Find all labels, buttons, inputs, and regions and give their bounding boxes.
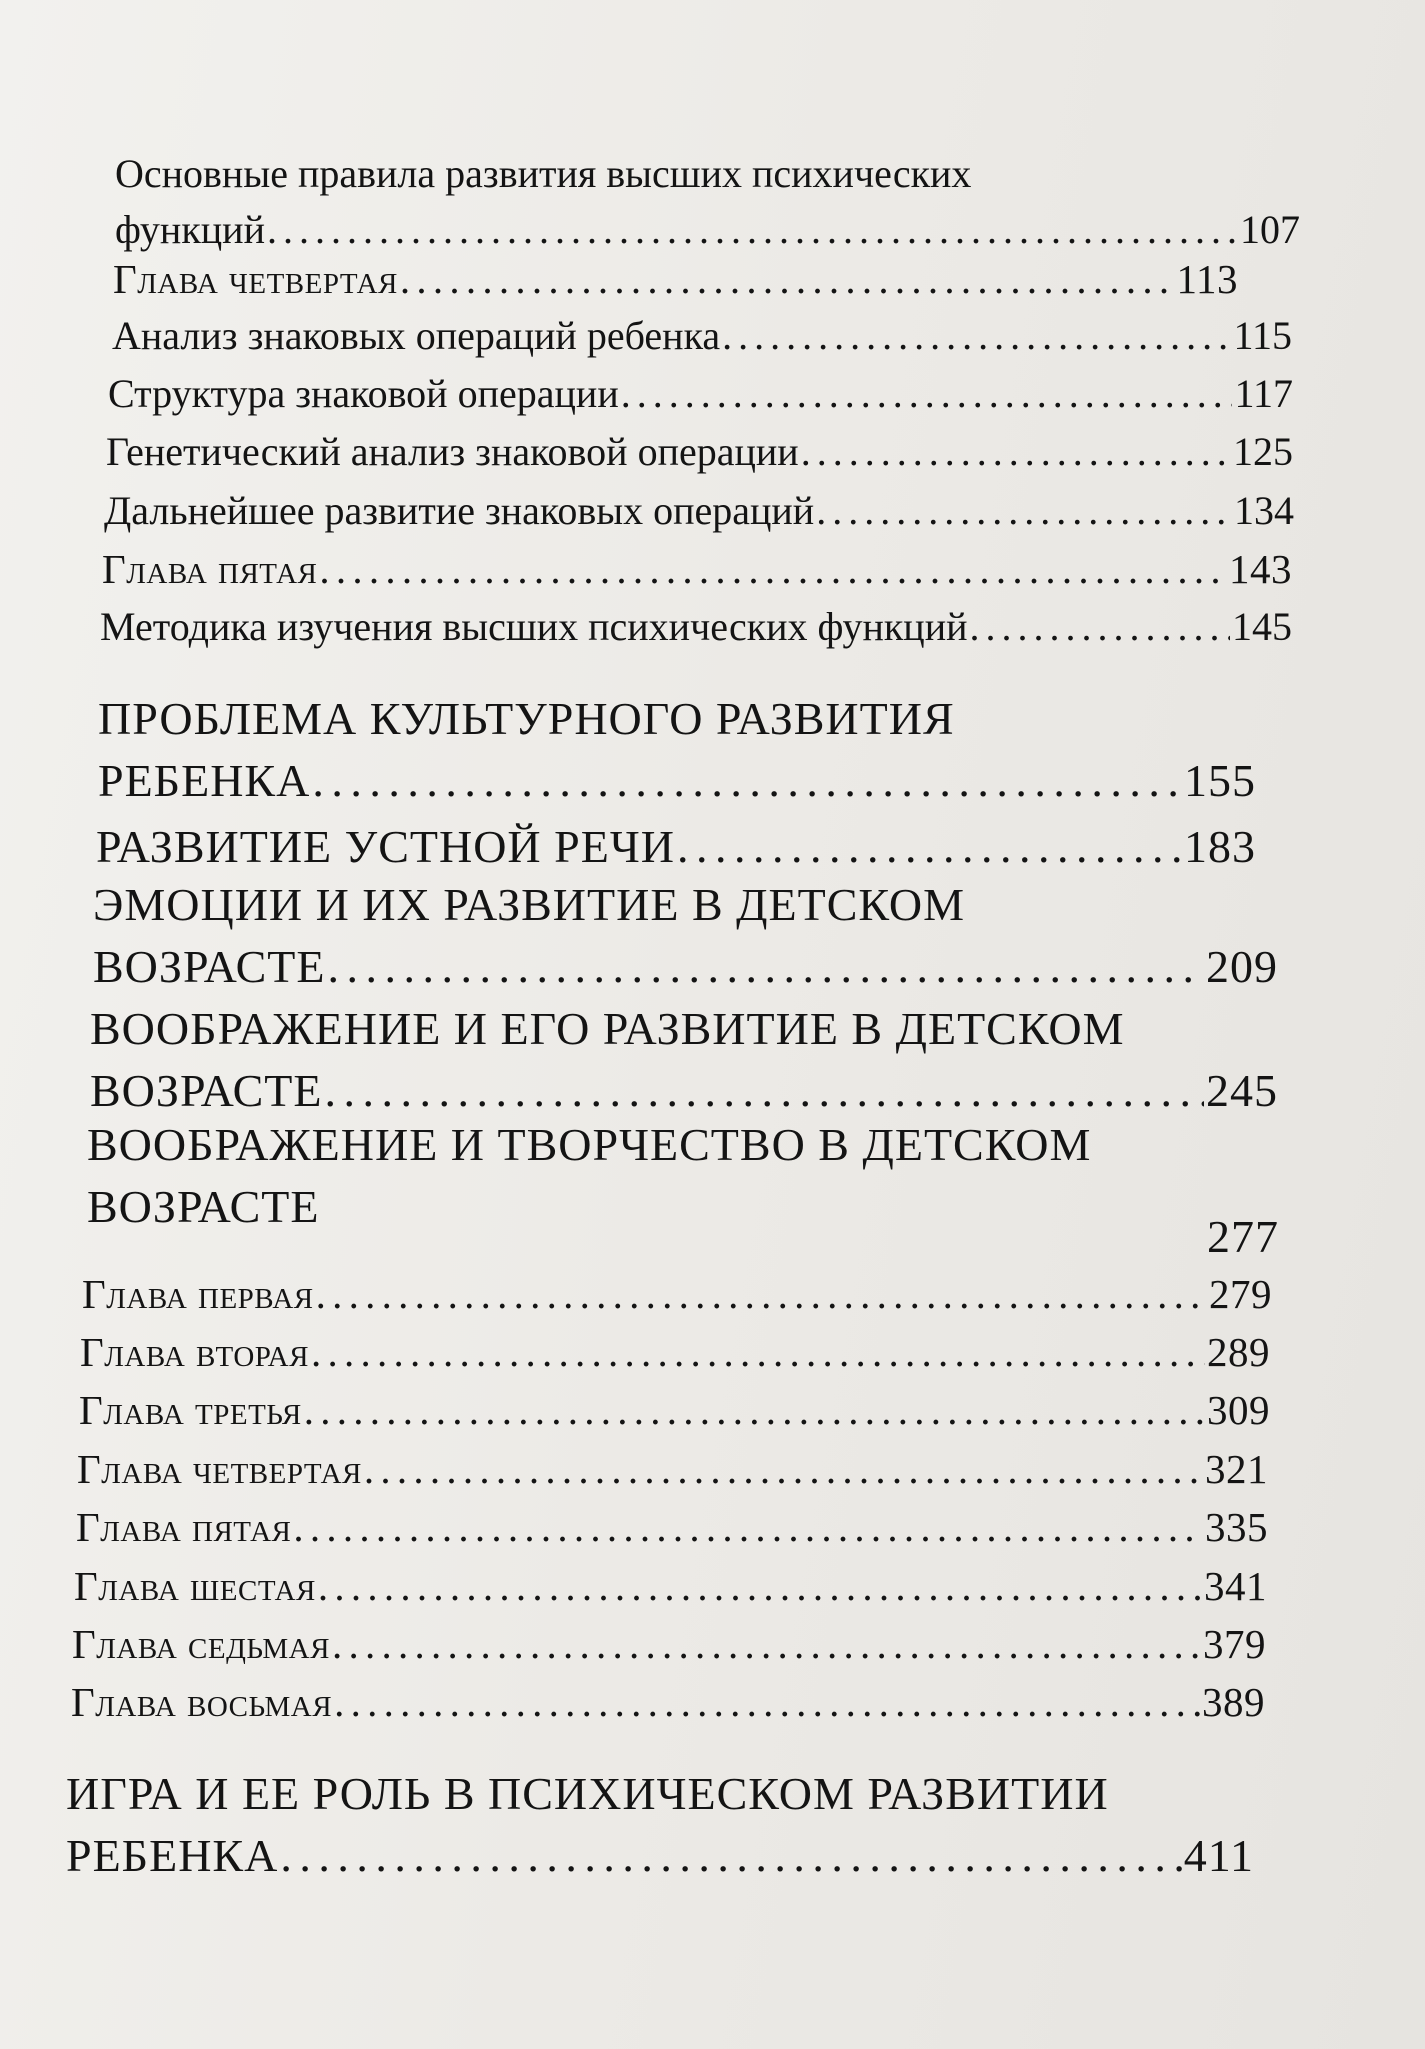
toc-entry-title: Глава восьмая [71,1679,333,1725]
toc-entry-page: 113 [1176,256,1238,302]
toc-entry-page: 309 [1207,1387,1270,1433]
toc-entry-page: 143 [1229,546,1292,592]
toc-entry [72,1620,1266,1668]
dot-leader [312,752,1182,810]
toc-entry-title-line2: ВОЗРАСТЕ [93,941,326,992]
toc-entry-page: 209 [1206,941,1278,992]
dot-leader [801,428,1231,475]
toc-entry-page: 125 [1233,429,1293,474]
toc-entry [74,1562,1267,1610]
toc-entry-title: Глава пятая [76,1504,292,1550]
dot-leader [311,1328,1205,1376]
toc-entry [80,1328,1270,1376]
toc-entry-title: Глава пятая [102,546,318,592]
toc-entry-title-line1: ИГРА И ЕЕ РОЛЬ В ПСИХИЧЕСКОМ РАЗВИТИИ [66,1768,1109,1819]
toc-entry-title-line1: ЭМОЦИИ И ИХ РАЗВИТИЕ В ДЕТСКОМ [93,879,966,930]
toc-entry [98,690,1256,814]
toc-entry [100,603,1292,650]
toc-entry-title-line1: ПРОБЛЕМА КУЛЬТУРНОГО РАЗВИТИЯ [98,693,955,744]
dot-leader [677,818,1182,876]
toc-entry-title-line1: Основные правила развития высших психических [115,151,972,196]
dot-leader [293,1503,1203,1551]
toc-entry [71,1678,1265,1726]
dot-leader [304,1386,1205,1434]
toc-entry-title: Методика изучения высших психических функций [100,604,968,649]
dot-leader [327,938,1204,996]
toc-entry [104,487,1294,534]
toc-entry-title: Глава вторая [80,1329,309,1375]
toc-entry-title: Генетический анализ знаковой операции [106,429,799,474]
dot-leader [324,1062,1204,1120]
toc-entry-title: Анализ знаковых операций ребенка [112,313,721,358]
toc-entry-title-line2: ВОЗРАСТЕ [87,1181,320,1232]
toc-entry [96,818,1256,876]
toc-entry-title-line2: РЕБЕНКА [66,1830,279,1881]
toc-entry-title-line2: функций [115,207,265,252]
dot-leader [970,603,1230,650]
toc-entry-page: 145 [1232,604,1292,649]
toc-entry-page: 341 [1204,1563,1267,1609]
toc-entry [66,1765,1254,1889]
dot-leader [816,487,1232,534]
toc-entry-title: Глава первая [82,1271,314,1317]
dot-leader [332,1620,1201,1668]
dot-leader [280,1827,1181,1885]
toc-entry-page: 155 [1184,755,1256,806]
toc-entry-title-line1: ВООБРАЖЕНИЕ И ЕГО РАЗВИТИЕ В ДЕТСКОМ [90,1003,1125,1054]
dot-leader [316,1270,1207,1318]
toc-entry-page: 321 [1205,1446,1268,1492]
toc-entry-page: 279 [1209,1271,1272,1317]
dot-leader [722,312,1231,359]
toc-entry-page: 115 [1233,313,1292,358]
dot-leader [621,370,1233,417]
toc-entry-title-line2: ВОЗРАСТЕ [90,1065,323,1116]
toc-entry [106,428,1293,475]
dot-leader [364,1445,1203,1493]
dot-leader [318,1562,1202,1610]
toc-entry-page: 389 [1202,1679,1265,1725]
toc-entry-page: 289 [1207,1329,1270,1375]
toc-entry-page: 134 [1234,488,1294,533]
toc-entry [79,1386,1270,1434]
toc-entry-title: Глава четвертая [113,256,398,302]
toc-entry [93,876,1278,1000]
toc-entry-title: Глава четвертая [77,1446,362,1492]
dot-leader [334,1678,1200,1726]
toc-entry [82,1270,1272,1318]
toc-entry [113,255,1238,303]
toc-entry [112,312,1292,359]
dot-leader [319,545,1227,593]
toc-entry [115,150,1300,262]
toc-entry-page: 411 [1183,1830,1254,1881]
dot-leader [400,255,1175,303]
toc-entry-title: Дальнейшее развитие знаковых операций [104,488,815,533]
toc-entry [102,545,1292,593]
toc-entry-page: 379 [1203,1621,1266,1667]
toc-entry-page: 277 [1207,1211,1279,1262]
toc-entry [90,1000,1278,1124]
toc-entry [87,1116,1279,1262]
toc-entry-page: 107 [1240,207,1300,252]
toc-entry-title-line2: РЕБЕНКА [98,755,311,806]
toc-entry [76,1503,1268,1551]
toc-entry-title-line1: ВООБРАЖЕНИЕ И ТВОРЧЕСТВО В ДЕТСКОМ [87,1119,1092,1170]
toc-entry-page: 245 [1206,1065,1278,1116]
toc-entry-page: 335 [1205,1504,1268,1550]
toc-entry [108,370,1293,417]
toc-entry-title: Глава седьмая [72,1621,330,1667]
toc-entry-title: Структура знаковой операции [108,371,619,416]
toc-entry-title: Глава третья [79,1387,302,1433]
toc-entry-page: 183 [1184,821,1256,872]
toc-entry [77,1445,1268,1493]
toc-entry-title: РАЗВИТИЕ УСТНОЙ РЕЧИ [96,821,675,872]
dot-leader [267,206,1238,253]
toc-entry-page: 117 [1234,371,1293,416]
toc-entry-title: Глава шестая [74,1563,316,1609]
